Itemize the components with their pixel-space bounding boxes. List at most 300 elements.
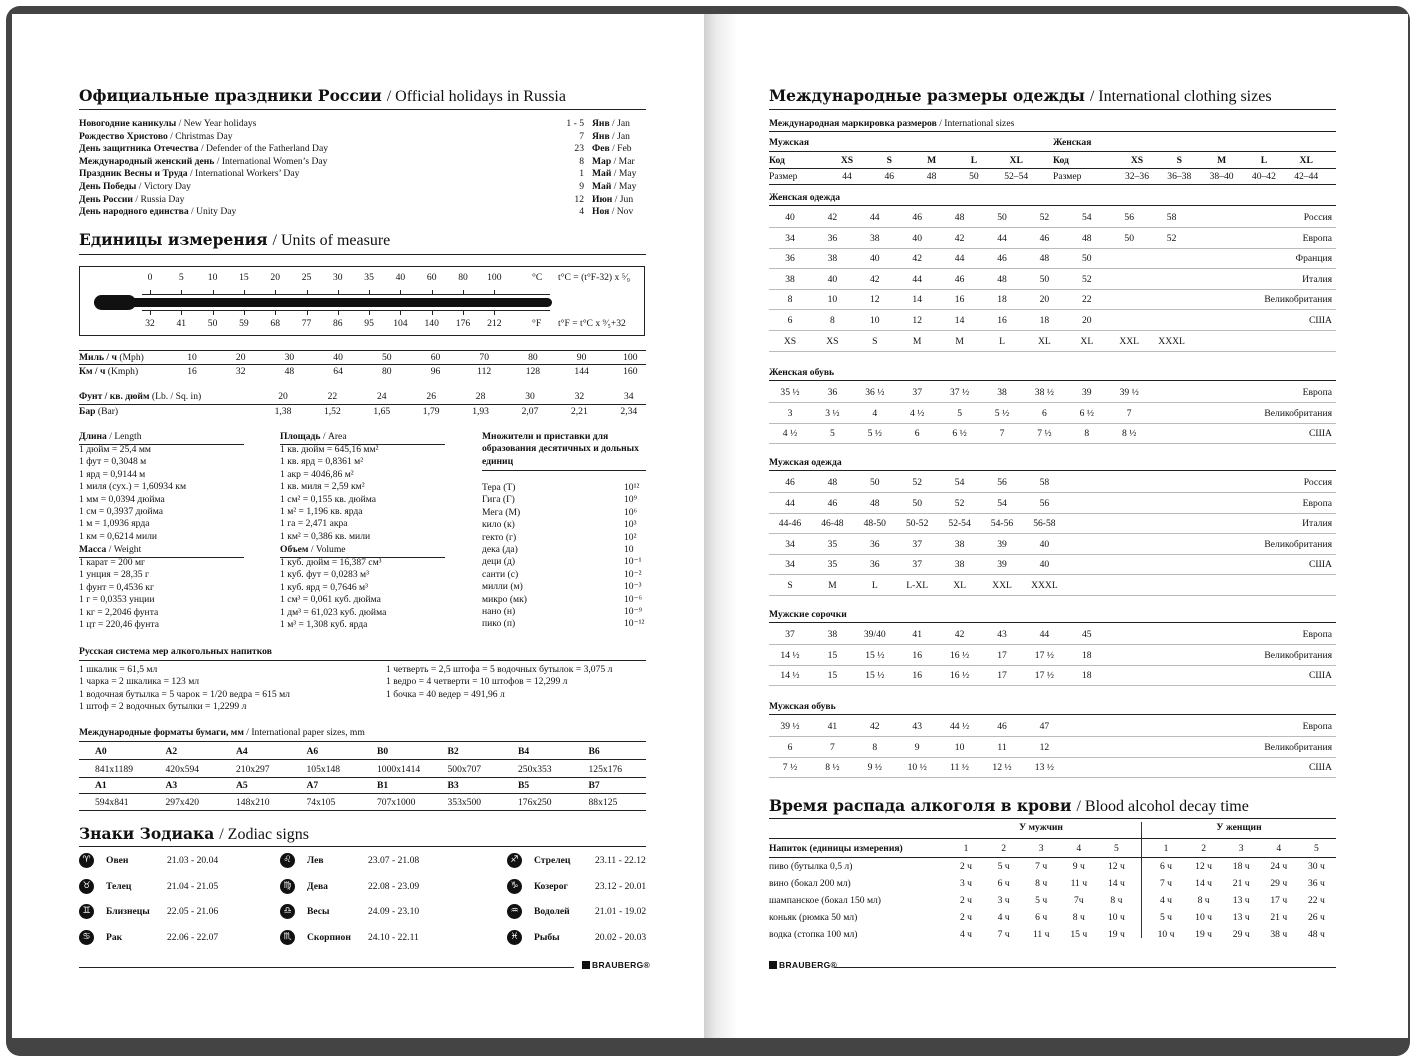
footer-rule xyxy=(834,967,1336,968)
celsius-tick xyxy=(307,290,308,295)
size-value: 15 ½ xyxy=(865,670,885,682)
length-title xyxy=(79,431,142,442)
size-value: 46 xyxy=(827,497,838,509)
celsius-tick xyxy=(181,290,182,295)
men-time: 14 ч xyxy=(1107,877,1125,889)
fahrenheit-tick xyxy=(181,310,182,315)
row-divider xyxy=(769,665,1336,666)
zodiac-name: Рак xyxy=(106,931,123,943)
aquarius-icon: ♒ xyxy=(507,904,522,919)
row-divider xyxy=(769,574,1336,575)
mph-value: 50 xyxy=(382,352,392,363)
mph-value: 60 xyxy=(430,352,441,363)
size-value: XL xyxy=(1080,335,1094,347)
capricorn-icon: ♑ xyxy=(507,879,522,894)
pisces-icon: ♓ xyxy=(507,930,522,945)
holiday-row xyxy=(79,118,256,129)
divider xyxy=(79,364,646,365)
divider xyxy=(79,404,646,405)
area-item: 1 см² = 0,155 кв. дюйма xyxy=(280,493,377,505)
size-value: 17 xyxy=(997,649,1007,661)
size-value: 44 xyxy=(912,273,922,285)
size-value: 46 xyxy=(954,273,965,285)
fahrenheit-tick xyxy=(400,310,401,315)
psi-value: 34 xyxy=(624,391,634,402)
male-size: 48 xyxy=(926,171,937,182)
country-label: Великобритания xyxy=(1264,649,1332,661)
size-value: 45 xyxy=(1082,629,1092,640)
size-value: 52 xyxy=(1039,212,1050,223)
size-code: XL xyxy=(1009,155,1023,166)
women-time: 10 ч xyxy=(1157,928,1175,940)
size-value: 36 xyxy=(827,387,838,398)
men-count: 3 xyxy=(1038,843,1044,854)
size-value: 18 xyxy=(997,294,1007,306)
zodiac-dates: 23.07 - 21.08 xyxy=(368,855,420,866)
size-value: 37 xyxy=(912,559,922,571)
size-value: 14 xyxy=(954,315,965,326)
zodiac-dates: 21.01 - 19.02 xyxy=(595,906,647,917)
size-value: 56-58 xyxy=(1033,518,1056,530)
row-divider xyxy=(769,757,1336,758)
country-label: США xyxy=(1308,670,1332,682)
psi-value: 22 xyxy=(327,391,338,402)
month-en: / Mar xyxy=(613,155,635,167)
month-ru: Июн xyxy=(592,193,613,205)
size-value: 44 ½ xyxy=(950,721,970,732)
kmh-value: 160 xyxy=(623,366,638,377)
size-value: 11 xyxy=(997,741,1007,753)
prefix-name: санти (с) xyxy=(482,568,519,580)
holiday-month xyxy=(592,181,636,192)
zodiac-dates: 22.06 - 22.07 xyxy=(167,931,219,943)
country-label: США xyxy=(1308,315,1332,326)
virgo-icon: ♍ xyxy=(280,879,295,894)
size-value: 46-48 xyxy=(821,518,844,530)
size-value: 10 xyxy=(827,294,838,306)
fahrenheit-tick xyxy=(213,310,214,315)
mph-value: 30 xyxy=(284,352,295,363)
holiday-name-en: / Christmas Day xyxy=(170,130,233,142)
clothing-title: Международные размеры одежды / International clothing sizes xyxy=(769,86,1272,105)
bar-value: 1,79 xyxy=(422,406,440,417)
holiday-name-en: / Defender of the Fatherland Day xyxy=(200,143,329,155)
fahrenheit-tick xyxy=(494,310,495,315)
women-time: 29 ч xyxy=(1270,877,1288,889)
paper-size: 1000x1414 xyxy=(377,764,421,775)
bar-value: 2,21 xyxy=(570,406,588,417)
row-divider xyxy=(769,595,1336,596)
women-time: 5 ч xyxy=(1159,911,1173,923)
holiday-row xyxy=(79,181,191,192)
women-time: 26 ч xyxy=(1307,911,1325,923)
size-value: 50 xyxy=(870,477,880,488)
paper-size: 250x353 xyxy=(518,764,552,775)
size-value: 48 xyxy=(870,497,880,509)
holiday-day: 1 - 5 xyxy=(566,118,584,129)
size-value: 8 xyxy=(1084,428,1090,440)
size-value: XL xyxy=(1037,335,1051,347)
fahrenheit-tick-label: 140 xyxy=(424,318,439,329)
size-value: 9 xyxy=(914,741,920,753)
size-value: 54 xyxy=(997,497,1007,509)
mass-item: 1 цт = 220,46 фунта xyxy=(79,619,159,630)
month-ru: Ноя xyxy=(592,206,610,218)
fahrenheit-tick xyxy=(432,310,433,315)
holiday-day: 9 xyxy=(579,181,584,192)
holiday-day: 12 xyxy=(574,193,584,205)
measure-item: 1 бочка = 40 ведер = 491,96 л xyxy=(386,688,505,700)
prefix-name: деци (д) xyxy=(482,556,516,568)
celsius-formula: t°C = (t°F-32) x ⁵⁄₉ xyxy=(558,272,631,283)
country-label: Европа xyxy=(1302,232,1332,244)
mass-item: 1 унция = 28,35 г xyxy=(79,569,149,581)
celsius-tick-label: 20 xyxy=(270,272,280,283)
men-time: 5 ч xyxy=(997,861,1010,872)
women-time: 29 ч xyxy=(1232,928,1250,940)
men-time: 19 ч xyxy=(1107,928,1125,940)
mass-title xyxy=(79,544,141,555)
month-ru: Мар xyxy=(592,155,612,167)
size-value: 14 ½ xyxy=(780,649,800,661)
prefix-value: 10⁻¹² xyxy=(624,618,645,630)
mph-label: Миль / ч (Mph) xyxy=(79,352,144,363)
celsius-tick xyxy=(275,290,276,295)
prefix-value: 10¹² xyxy=(624,482,640,493)
psi-value: 32 xyxy=(574,391,585,402)
women-count: 5 xyxy=(1313,843,1319,854)
paper-format: B0 xyxy=(377,746,389,757)
thermometer-scale-bottom xyxy=(142,310,550,311)
holiday-day: 1 xyxy=(579,168,584,180)
month-ru: Май xyxy=(592,181,612,192)
size-value: 44 xyxy=(1039,629,1050,640)
fahrenheit-tick xyxy=(244,310,245,315)
section-title: Женская одежда xyxy=(769,192,841,203)
size-value: 16 ½ xyxy=(950,670,970,682)
men-time: 6 ч xyxy=(1035,911,1048,923)
leo-icon: ♌ xyxy=(280,853,295,868)
gemini-icon: ♊ xyxy=(79,904,94,919)
women-time: 22 ч xyxy=(1307,894,1325,906)
women-time: 18 ч xyxy=(1232,861,1250,872)
women-time: 7 ч xyxy=(1159,877,1173,889)
psi-value: 20 xyxy=(278,391,288,402)
zodiac-name: Скорпион xyxy=(307,931,351,943)
size-value: 50 xyxy=(1082,253,1092,265)
paper-format: A1 xyxy=(95,780,107,791)
holiday-name-en: / Victory Day xyxy=(138,181,191,192)
size-value: 8 ½ xyxy=(1121,428,1137,440)
country-label: Европа xyxy=(1302,497,1332,509)
zodiac-dates: 23.12 - 20.01 xyxy=(595,880,647,892)
divider xyxy=(769,184,1336,185)
size-value: 6 xyxy=(787,315,793,326)
celsius-tick-label: 100 xyxy=(487,272,502,283)
size-value: XXXL xyxy=(1158,335,1185,347)
size-value: S xyxy=(872,335,878,347)
code-label: Код xyxy=(769,155,785,166)
psi-label: Фунт / кв. дюйм (Lb. / Sq. in) xyxy=(79,391,202,402)
men-time: 10 ч xyxy=(1107,911,1125,923)
row-divider xyxy=(769,554,1336,555)
paper-size: 594x841 xyxy=(95,797,129,808)
size-value: 48 xyxy=(1082,232,1092,244)
fahrenheit-tick-label: 77 xyxy=(301,318,312,329)
kmh-label: Км / ч (Kmph) xyxy=(79,366,139,377)
prefix-value: 10³ xyxy=(624,519,637,531)
drink-name: шампанское (бокал 150 мл) xyxy=(769,894,882,906)
fahrenheit-tick-label: 86 xyxy=(333,318,343,329)
prefix-value: 10⁻⁶ xyxy=(624,593,643,605)
zodiac-dates: 23.11 - 22.12 xyxy=(595,855,646,866)
taurus-icon: ♉ xyxy=(79,879,94,894)
holidays-title: Официальные праздники России / Official holidays in Russia xyxy=(79,86,566,105)
fahrenheit-tick-label: 41 xyxy=(176,318,187,329)
length-item: 1 м = 1,0936 ярда xyxy=(79,518,150,530)
month-en: / Jun xyxy=(614,193,634,205)
paper-size: 74x105 xyxy=(306,797,336,808)
month-ru: Май xyxy=(592,168,612,180)
holiday-row xyxy=(79,131,233,142)
size-value: 20 xyxy=(1082,315,1092,326)
size-value: 38 xyxy=(997,387,1007,398)
zodiac-name: Близнецы xyxy=(106,906,150,917)
holiday-month xyxy=(592,156,635,167)
women-time: 17 ч xyxy=(1270,894,1288,906)
kmh-value: 96 xyxy=(430,366,441,377)
paper-size: 176x250 xyxy=(518,797,552,808)
size-value: XXXL xyxy=(1031,580,1058,591)
divider xyxy=(79,759,646,760)
zodiac-dates: 21.03 - 20.04 xyxy=(167,855,219,866)
prefix-name: гекто (г) xyxy=(482,531,517,543)
men-time: 7 ч xyxy=(1035,861,1048,872)
size-value: 12 xyxy=(1039,741,1050,753)
size-value: 37 xyxy=(785,629,795,640)
mph-value: 90 xyxy=(576,352,587,363)
mass-title-en: / Weight xyxy=(108,544,142,555)
paper-size: 125x176 xyxy=(588,764,623,775)
row-divider xyxy=(769,533,1336,534)
zodiac-dates: 20.02 - 20.03 xyxy=(595,931,647,943)
zodiac-dates: 22.05 - 21.06 xyxy=(167,906,219,917)
holiday-row xyxy=(79,206,236,217)
row-divider xyxy=(769,309,1336,310)
size-value: 46 xyxy=(997,253,1007,265)
celsius-tick-label: 10 xyxy=(207,272,218,283)
women-header: У женщин xyxy=(1216,822,1262,833)
celsius-tick xyxy=(400,290,401,295)
bar-value: 1,93 xyxy=(472,406,489,417)
size-value: 46 xyxy=(997,721,1007,732)
size-value: 39 xyxy=(997,559,1007,571)
divider xyxy=(769,205,1336,206)
size-value: 50 xyxy=(997,212,1007,223)
mph-value: 80 xyxy=(528,352,538,363)
divider xyxy=(769,380,1336,381)
size-value: 34 xyxy=(785,232,795,244)
prefix-value: 10 xyxy=(624,544,634,555)
mass-item: 1 фунт = 0,4536 кг xyxy=(79,581,154,593)
size-value: 8 xyxy=(787,294,793,306)
paper-size: 105x148 xyxy=(306,764,341,775)
women-time: 24 ч xyxy=(1270,861,1288,872)
marking-title: Международная маркировка размеров / International sizes xyxy=(769,118,1015,129)
size-value: 54-56 xyxy=(990,518,1014,530)
size-value: 38 ½ xyxy=(1034,387,1054,398)
month-ru: Янв xyxy=(592,130,610,142)
alcohol-measures-title: Русская система мер алкогольных напитков xyxy=(79,646,272,657)
men-time: 4 ч xyxy=(959,928,973,940)
size-value: 44 xyxy=(997,232,1007,244)
size-value: 18 xyxy=(1039,315,1050,326)
zodiac-name: Водолей xyxy=(534,906,570,917)
size-value: 38 xyxy=(827,253,838,265)
celsius-tick xyxy=(494,290,495,295)
psi-value: 30 xyxy=(525,391,535,402)
measure-item: 1 шкалик = 61,5 мл xyxy=(79,664,158,675)
prefix-name: Мега (М) xyxy=(482,506,521,518)
size-value: 42 xyxy=(954,232,965,244)
paper-size: 500x707 xyxy=(447,764,482,775)
men-time: 12 ч xyxy=(1107,861,1125,872)
male-label: Мужская xyxy=(769,137,810,148)
women-count: 4 xyxy=(1276,843,1282,854)
men-count: 1 xyxy=(963,843,969,854)
men-time: 15 ч xyxy=(1070,928,1088,940)
size-value: 52 xyxy=(1166,232,1177,244)
area-title-ru: Площадь xyxy=(280,431,321,442)
month-en: / Jan xyxy=(612,130,630,142)
size-value: 52 xyxy=(1082,273,1092,285)
size-value: XS xyxy=(826,335,839,347)
size-value: 14 ½ xyxy=(780,670,800,682)
row-divider xyxy=(769,268,1336,269)
divider xyxy=(769,714,1336,715)
celsius-tick xyxy=(432,290,433,295)
paper-size: 88x125 xyxy=(588,797,618,808)
size-value: 12 xyxy=(912,315,922,326)
size-value: 12 xyxy=(870,294,880,306)
size-value: 42 xyxy=(954,629,965,640)
female-size: 36–38 xyxy=(1167,171,1192,182)
size-value: 42 xyxy=(827,212,838,223)
size-value: 18 xyxy=(1082,649,1092,661)
celsius-tick-label: 35 xyxy=(364,272,374,283)
prefixes-title: Множители и приставки для образования десятичных и дольных единиц xyxy=(482,431,639,467)
size-value: 37 xyxy=(912,538,922,550)
size-value: 35 ½ xyxy=(780,387,800,398)
prefix-value: 10² xyxy=(624,531,637,543)
size-value: L-XL xyxy=(906,580,929,591)
size-value: 6 ½ xyxy=(952,428,967,440)
size-value: 58 xyxy=(1039,477,1050,488)
area-item: 1 кв. дюйм = 645,16 мм² xyxy=(280,444,379,455)
decay-title: Время распада алкоголя в крови / Blood alcohol decay time xyxy=(769,796,1249,815)
women-time: 8 ч xyxy=(1197,894,1210,906)
size-value: XXL xyxy=(992,580,1012,591)
bar-value: 1,38 xyxy=(274,406,292,417)
prefixes-rule xyxy=(482,470,646,471)
celsius-tick xyxy=(213,290,214,295)
divider xyxy=(79,846,646,847)
size-value: M xyxy=(828,580,837,591)
size-value: 41 xyxy=(912,629,922,640)
month-en: / May xyxy=(613,181,637,192)
women-time: 13 ч xyxy=(1232,911,1250,923)
fahrenheit-tick-label: 104 xyxy=(393,318,408,329)
celsius-tick-label: 30 xyxy=(333,272,343,283)
men-time: 3 ч xyxy=(997,894,1010,906)
mph-value: 10 xyxy=(187,352,197,363)
section-title: Мужская обувь xyxy=(769,701,836,712)
measure-item: 1 штоф = 2 водочных бутылки = 1,2299 л xyxy=(79,701,247,713)
prefix-name: Тера (Т) xyxy=(482,482,516,493)
paper-format: A3 xyxy=(165,780,178,791)
month-en: / Feb xyxy=(612,143,632,155)
area-title xyxy=(280,431,347,442)
mph-value: 100 xyxy=(623,352,638,363)
volume-item: 1 см³ = 0,061 куб. дюйма xyxy=(280,594,381,606)
holiday-row xyxy=(79,156,327,167)
size-value: XL xyxy=(953,580,966,591)
size-value: 42 xyxy=(870,721,880,732)
mass-item: 1 карат = 200 мг xyxy=(79,557,145,568)
size-value: 10 ½ xyxy=(907,762,927,774)
size-value: 46 xyxy=(1039,232,1050,244)
row-divider xyxy=(769,736,1336,737)
divider xyxy=(769,470,1336,471)
zodiac-name: Лев xyxy=(307,855,324,866)
size-value: 17 ½ xyxy=(1034,670,1054,682)
men-time: 9 ч xyxy=(1072,861,1085,872)
row-divider xyxy=(769,644,1336,645)
prefix-name: нано (н) xyxy=(482,606,516,617)
length-item: 1 км = 0,6214 мили xyxy=(79,530,158,542)
size-value: 39 xyxy=(997,538,1007,550)
code-label: Код xyxy=(1053,155,1069,166)
size-value: XXL xyxy=(1119,335,1140,347)
size-value: 17 xyxy=(997,670,1007,682)
size-value: 50 xyxy=(1124,232,1134,244)
men-time: 5 ч xyxy=(1035,894,1048,906)
size-value: 5 ½ xyxy=(867,428,882,440)
length-item: 1 ярд = 0,9144 м xyxy=(79,468,146,480)
holiday-name: Новогодние каникулы xyxy=(79,118,177,129)
row-divider xyxy=(769,443,1336,444)
holiday-row xyxy=(79,194,184,205)
kmh-value: 128 xyxy=(525,366,541,377)
men-time: 2 ч xyxy=(959,911,973,923)
size-value: 46 xyxy=(785,477,795,488)
country-label: США xyxy=(1308,559,1332,571)
female-size: 32–36 xyxy=(1125,171,1149,182)
row-divider xyxy=(769,248,1336,249)
celsius-tick-label: 0 xyxy=(147,272,153,283)
size-code: S xyxy=(886,155,892,166)
size-value: 48 xyxy=(954,212,965,223)
male-size: 50 xyxy=(969,171,979,182)
paper-format: B5 xyxy=(518,780,530,791)
kmh-value: 16 xyxy=(187,366,197,377)
size-value: 9 ½ xyxy=(867,762,882,774)
women-time: 10 ч xyxy=(1195,911,1212,923)
size-value: 48 xyxy=(1039,253,1050,265)
country-label: Великобритания xyxy=(1264,407,1332,419)
fahrenheit-tick-label: 32 xyxy=(145,318,155,329)
zodiac-dates: 21.04 - 21.05 xyxy=(167,880,219,892)
